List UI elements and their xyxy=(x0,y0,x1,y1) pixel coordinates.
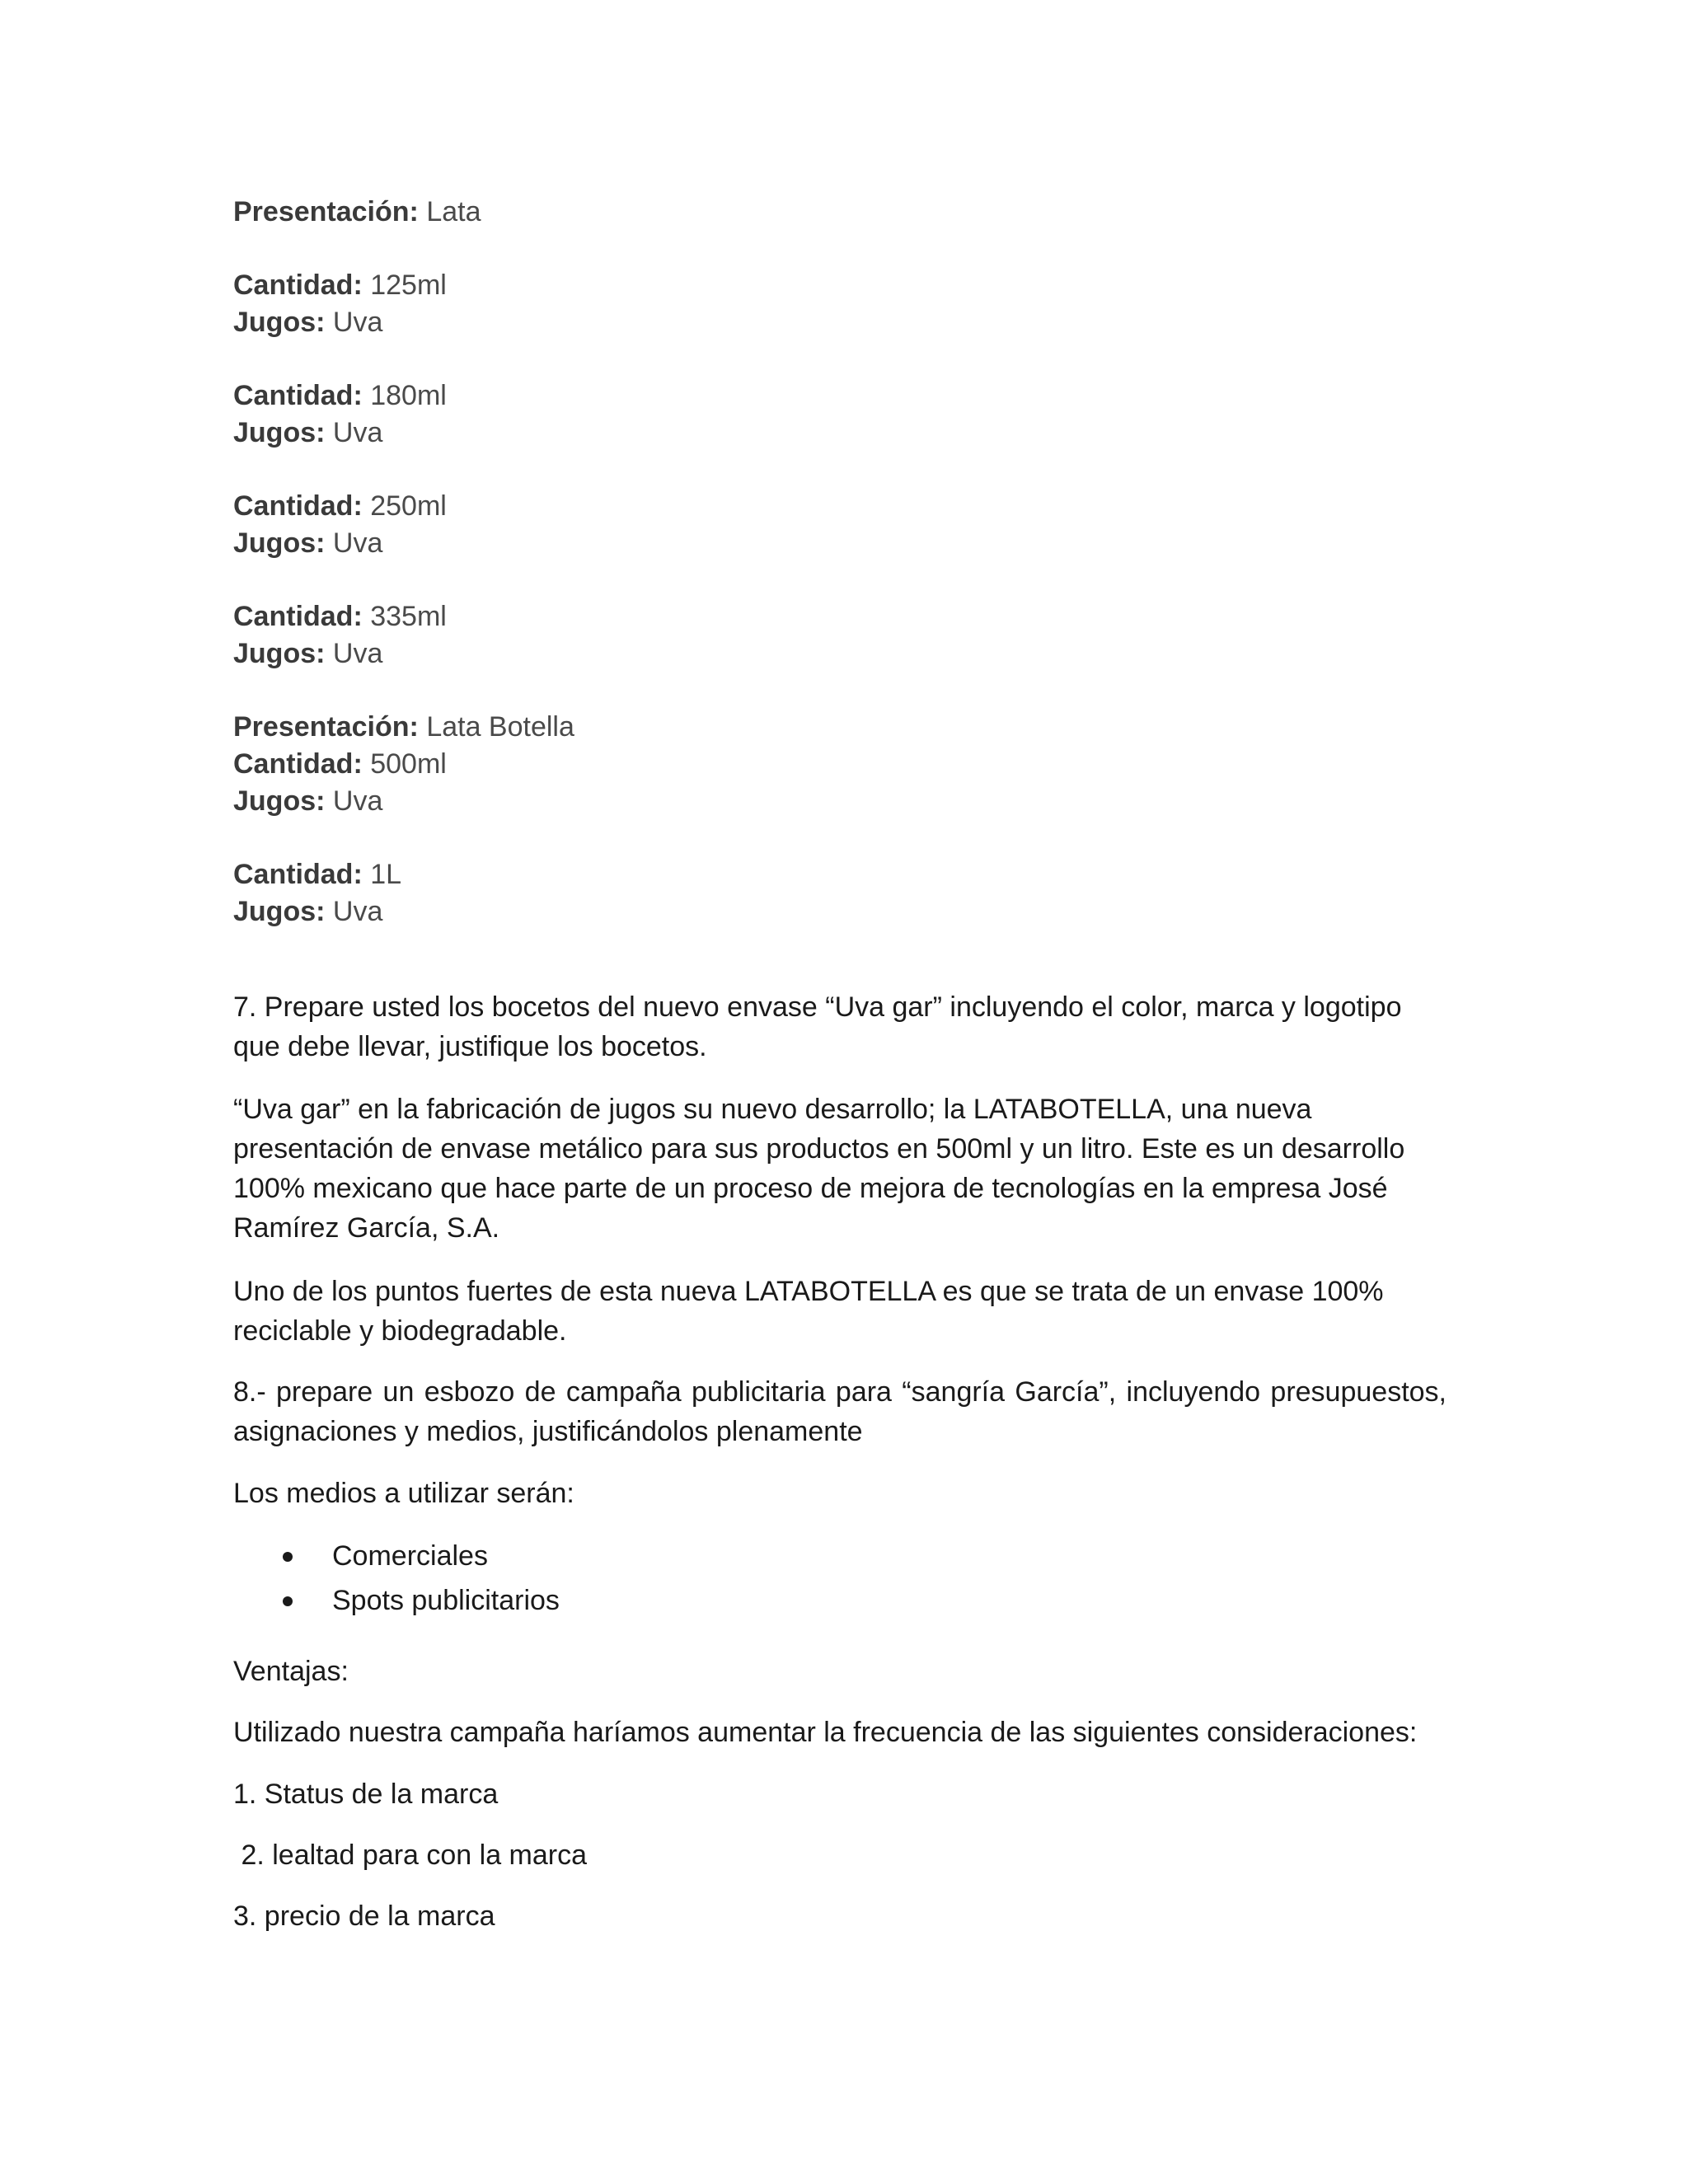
spec-label: Cantidad: xyxy=(233,748,363,780)
spec-value: Lata xyxy=(426,196,481,227)
spec-line-jugos xyxy=(233,783,382,820)
spec-value: 250ml xyxy=(370,490,447,522)
ventaja-item: 3. precio de la marca xyxy=(233,1900,495,1932)
list-item xyxy=(233,1581,893,1620)
spec-label: Presentación: xyxy=(233,196,419,227)
ventajas-heading: Ventajas: xyxy=(233,1656,349,1687)
spec-label: Jugos: xyxy=(233,785,326,817)
spec-value: Uva xyxy=(332,638,383,669)
spec-label: Cantidad: xyxy=(233,859,363,890)
spec-value: Lata Botella xyxy=(426,711,574,743)
spec-value: 1L xyxy=(370,859,402,890)
spec-line-cantidad xyxy=(233,267,447,304)
spec-label: Jugos: xyxy=(233,417,326,448)
spec-value: 335ml xyxy=(370,601,447,632)
ventaja-item: 1. Status de la marca xyxy=(233,1779,499,1810)
spec-line-presentacion xyxy=(233,709,574,746)
spec-line-jugos xyxy=(233,525,382,562)
spec-value: Uva xyxy=(332,417,383,448)
spec-label: Cantidad: xyxy=(233,380,363,411)
bullet-icon xyxy=(283,1596,293,1606)
spec-value: 500ml xyxy=(370,748,447,780)
list-item xyxy=(233,1536,893,1576)
list-item-text: Comerciales xyxy=(332,1540,488,1572)
spec-line-cantidad xyxy=(233,746,447,783)
spec-label: Cantidad: xyxy=(233,601,363,632)
spec-label: Cantidad: xyxy=(233,490,363,522)
spec-line-jugos xyxy=(233,893,382,930)
spec-line-jugos xyxy=(233,415,382,452)
spec-value: Uva xyxy=(332,785,383,817)
spec-label: Jugos: xyxy=(233,896,326,927)
spec-label: Cantidad: xyxy=(233,269,363,301)
spec-line-jugos xyxy=(233,304,382,341)
spec-line-cantidad xyxy=(233,856,401,893)
ventajas-intro: Utilizado nuestra campaña haríamos aumentar la frecuencia de las siguientes consideraciones: xyxy=(233,1717,1418,1748)
ventaja-item: 2. lealtad para con la marca xyxy=(233,1840,588,1871)
question-7-paragraph: 7. Prepare usted los bocetos del nuevo envase “Uva gar” incluyendo el color, marca y logotipo que debe llevar, justifique los bocetos. xyxy=(233,991,1402,1062)
spec-line-cantidad xyxy=(233,598,447,635)
list-item-text: Spots publicitarios xyxy=(332,1585,560,1616)
spec-line-jugos xyxy=(233,635,382,673)
bullet-icon xyxy=(283,1552,293,1562)
uva-gar-paragraph: “Uva gar” en la fabricación de jugos su nuevo desarrollo; la LATABOTELLA, una nueva presentación de envase metálico para sus productos en 500ml y un litro. Este es un desarrollo 100% mexicano que hace parte de un proceso de mejora de tecnologías en la empresa José Ramírez García, S.A. xyxy=(233,1094,1405,1244)
spec-label: Jugos: xyxy=(233,307,326,338)
spec-value: 125ml xyxy=(370,269,447,301)
spec-label: Jugos: xyxy=(233,527,326,559)
question-8-paragraph: 8.- prepare un esbozo de campaña publicitaria para “sangría García”, incluyendo presupuestos, asignaciones y medios, justificándolos plenamente xyxy=(233,1376,1447,1447)
spec-label: Jugos: xyxy=(233,638,326,669)
spec-line-cantidad xyxy=(233,377,447,415)
spec-value: Uva xyxy=(332,527,383,559)
puntos-fuertes-paragraph: Uno de los puntos fuertes de esta nueva LATABOTELLA es que se trata de un envase 100% reciclable y biodegradable. xyxy=(233,1276,1384,1347)
spec-line-presentacion xyxy=(233,194,481,231)
spec-line-cantidad xyxy=(233,488,447,525)
spec-label: Presentación: xyxy=(233,711,419,743)
spec-value: Uva xyxy=(332,896,383,927)
spec-value: Uva xyxy=(332,307,383,338)
medios-intro: Los medios a utilizar serán: xyxy=(233,1478,574,1509)
spec-value: 180ml xyxy=(370,380,447,411)
